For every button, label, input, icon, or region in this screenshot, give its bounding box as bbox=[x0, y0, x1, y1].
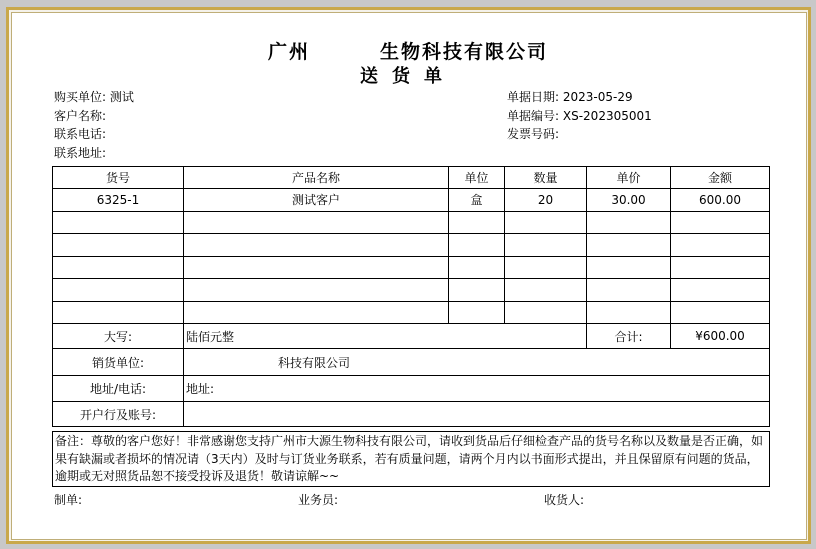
cell-quantity bbox=[505, 256, 587, 279]
daxie-label: 大写: bbox=[53, 324, 184, 349]
doc-date-label: 单据日期: bbox=[507, 90, 560, 104]
address-label: 地址/电话: bbox=[53, 376, 184, 402]
cell-quantity bbox=[505, 234, 587, 257]
cell-product-name bbox=[184, 256, 449, 279]
bank-row bbox=[53, 402, 770, 427]
company-suffix: 生物科技有限公司 bbox=[380, 41, 549, 63]
col-header-unit-price: 单价 bbox=[587, 167, 671, 189]
seller-label: 销货单位: bbox=[53, 349, 184, 376]
cell-amount: 600.00 bbox=[671, 189, 770, 212]
table-row bbox=[53, 301, 770, 324]
contact-address-row bbox=[54, 144, 134, 163]
cell-item-no: 6325-1 bbox=[53, 189, 184, 212]
cell-unit bbox=[449, 256, 505, 279]
maker-label: 制单: bbox=[54, 493, 83, 507]
cell-unit bbox=[449, 279, 505, 302]
remarks: 备注：尊敬的客户您好！非常感谢您支持广州市大源生物科技有限公司，请收到货品后仔细检查产品的货号名称以及数量是否正确，如果有缺漏或者损坏的情况请（3天内）及时与订货业务联系，若有质量问题，请两个月内以书面形式提出，并且保留原有问题的货品，逾期或无对照货品恕不接受投诉及退货！敬请谅解~~ bbox=[52, 431, 770, 487]
cell-item-no bbox=[53, 301, 184, 324]
cell-quantity bbox=[505, 279, 587, 302]
doc-number-label: 单据编号: bbox=[507, 108, 560, 123]
address-value: 地址: bbox=[184, 376, 770, 402]
col-header-amount: 金额 bbox=[671, 167, 770, 189]
customer-info bbox=[54, 88, 134, 162]
company-prefix: 广州 bbox=[267, 41, 310, 63]
contact-address-label: 联系地址: bbox=[54, 145, 107, 160]
document-title: 送货单 bbox=[360, 66, 456, 87]
total-label: 合计: bbox=[587, 324, 671, 349]
customer-name-row bbox=[54, 107, 134, 126]
cell-product-name bbox=[184, 234, 449, 257]
cell-unit-price bbox=[587, 234, 671, 257]
col-header-product-name: 产品名称 bbox=[184, 167, 449, 189]
table-row bbox=[53, 189, 770, 212]
seller-value bbox=[184, 349, 770, 376]
doc-date-value: 2023-05-29 bbox=[562, 90, 633, 104]
bank-value bbox=[184, 402, 770, 427]
table-row bbox=[53, 279, 770, 302]
table-row bbox=[53, 211, 770, 234]
cell-unit-price bbox=[587, 256, 671, 279]
cell-product-name bbox=[184, 279, 449, 302]
col-header-unit: 单位 bbox=[449, 167, 505, 189]
total-value: ¥600.00 bbox=[671, 324, 770, 349]
invoice-number-label: 发票号码: bbox=[507, 127, 560, 141]
bank-label: 开户行及账号: bbox=[53, 402, 184, 427]
cell-unit-price: 30.00 bbox=[587, 189, 671, 212]
receiver-label: 收货人: bbox=[544, 493, 585, 507]
total-row bbox=[53, 324, 770, 349]
col-header-quantity: 数量 bbox=[505, 167, 587, 189]
cell-unit-price bbox=[587, 279, 671, 302]
table-header-row bbox=[53, 167, 770, 189]
invoice-number-row bbox=[507, 125, 652, 144]
cell-unit bbox=[449, 234, 505, 257]
cell-amount bbox=[671, 234, 770, 257]
cell-product-name bbox=[184, 301, 449, 324]
cell-unit bbox=[449, 301, 505, 324]
cell-item-no bbox=[53, 279, 184, 302]
seller-value-text: 科技有限公司 bbox=[278, 355, 351, 370]
buyer-label: 购买单位: bbox=[54, 90, 107, 104]
doc-number-value: XS-202305001 bbox=[562, 108, 652, 123]
cell-item-no bbox=[53, 211, 184, 234]
buyer-row bbox=[54, 88, 134, 107]
document-info bbox=[507, 88, 652, 144]
cell-quantity bbox=[505, 301, 587, 324]
cell-unit-price bbox=[587, 211, 671, 234]
items-table bbox=[52, 166, 770, 427]
table-row bbox=[53, 234, 770, 257]
daxie-value: 陆佰元整 bbox=[184, 324, 587, 349]
customer-name-label: 客户名称: bbox=[54, 108, 107, 123]
cell-unit bbox=[449, 211, 505, 234]
cell-amount bbox=[671, 301, 770, 324]
table-row bbox=[53, 256, 770, 279]
doc-date-row bbox=[507, 88, 652, 107]
phone-row bbox=[54, 125, 134, 144]
salesman-label: 业务员: bbox=[298, 493, 339, 507]
cell-quantity: 20 bbox=[505, 189, 587, 212]
seller-row bbox=[53, 349, 770, 376]
cell-item-no bbox=[53, 256, 184, 279]
buyer-value: 测试 bbox=[109, 90, 134, 104]
phone-label: 联系电话: bbox=[54, 127, 107, 141]
cell-product-name: 测试客户 bbox=[184, 189, 449, 212]
col-header-item-no: 货号 bbox=[53, 167, 184, 189]
cell-item-no bbox=[53, 234, 184, 257]
cell-amount bbox=[671, 256, 770, 279]
cell-unit: 盒 bbox=[449, 189, 505, 212]
cell-unit-price bbox=[587, 301, 671, 324]
cell-quantity bbox=[505, 211, 587, 234]
cell-product-name bbox=[184, 211, 449, 234]
company-name bbox=[0, 37, 816, 64]
doc-number-row bbox=[507, 107, 652, 126]
cell-amount bbox=[671, 211, 770, 234]
address-row bbox=[53, 376, 770, 402]
cell-amount bbox=[671, 279, 770, 302]
